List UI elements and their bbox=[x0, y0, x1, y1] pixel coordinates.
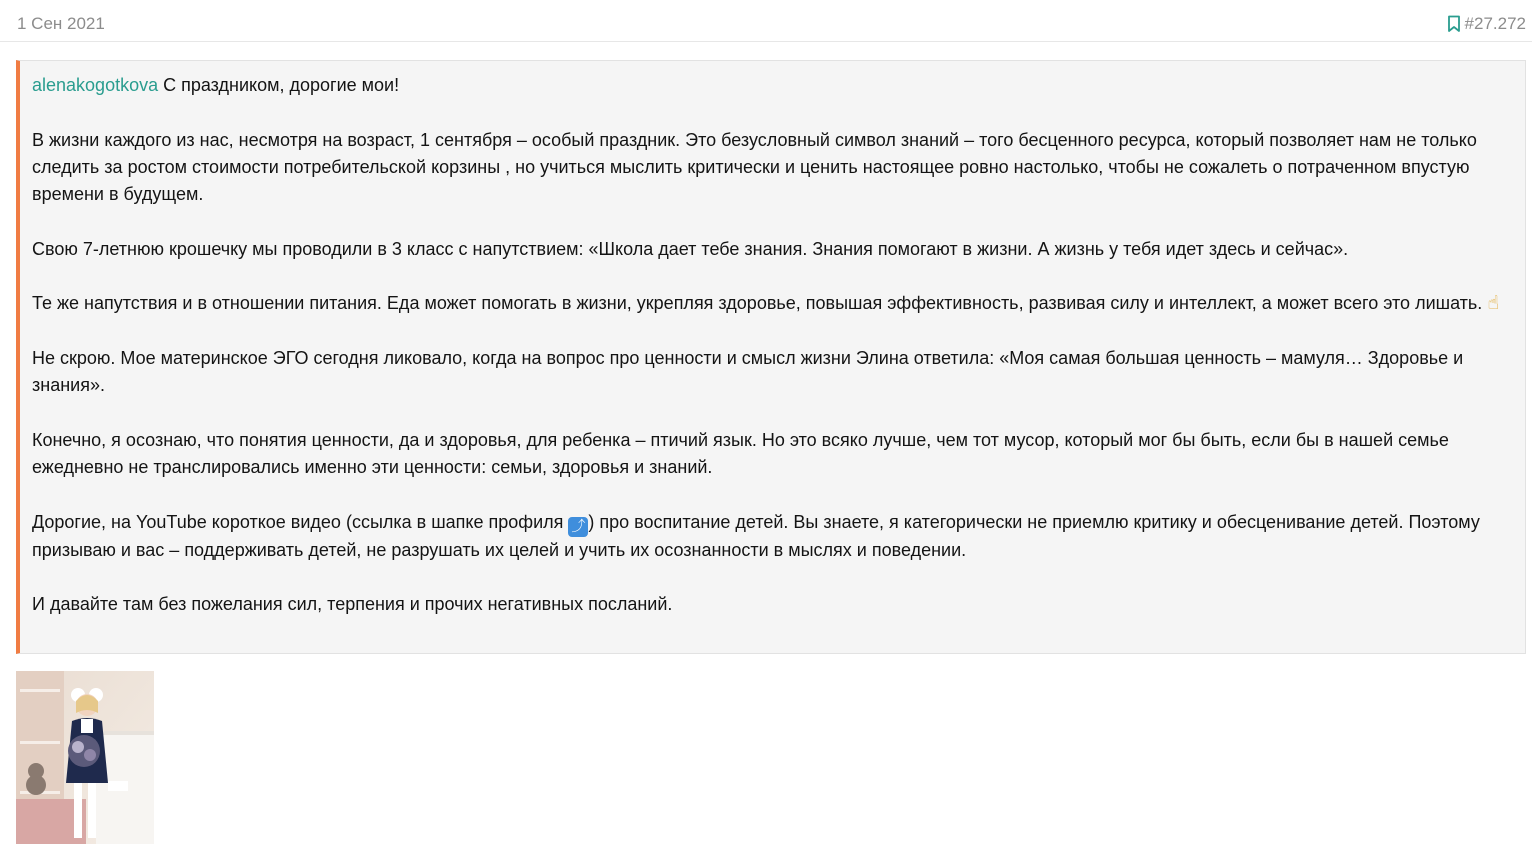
post-number-link[interactable]: #27.272 bbox=[1464, 14, 1526, 33]
quote-paragraph-3-text: Те же напутствия и в отношении питания. Еда может помогать в жизни, укрепляя здоровье, повышая эффективность, развивая силу и интеллект, а может всего это лишать. bbox=[32, 293, 1488, 314]
quote-paragraph-5: Конечно, я осознаю, что понятия ценности, да и здоровья, для ребенка – птичий язык. Но это всяко лучше, чем тот мусор, который мог бы быть, если бы в нашей семье ежедневно не транслировались именно эти ценности: семьи, здоровья и знаний. bbox=[32, 429, 1449, 478]
pointing-up-emoji-icon: ☝ bbox=[1487, 292, 1499, 315]
quote-paragraph-4: Не скрою. Мое материнское ЭГО сегодня ликовало, когда на вопрос про ценности и смысл жизни Элина ответила: «Моя самая большая ценность – мамуля… Здоровье и знания». bbox=[32, 347, 1464, 396]
post-meta bbox=[1447, 13, 1526, 35]
quote-paragraph-6 bbox=[32, 509, 1511, 564]
quote-paragraph-2: Свою 7-летнюю крошечку мы проводили в 3 класс с напутствием: «Школа дает тебе знания. Знания помогают в жизни. А жизнь у тебя идет здесь и сейчас». bbox=[32, 238, 1349, 259]
bookmark-icon[interactable] bbox=[1447, 15, 1461, 33]
quote-block bbox=[16, 60, 1526, 654]
quote-paragraph-7: И давайте там без пожелания сил, терпения и прочих негативных посланий. bbox=[32, 594, 673, 615]
quote-paragraph-6-before: Дорогие, на YouTube короткое видео (ссылка в шапке профиля bbox=[32, 511, 569, 532]
attached-photo-thumbnail[interactable] bbox=[16, 671, 154, 844]
quote-greeting-line bbox=[32, 72, 1511, 99]
post-header bbox=[0, 0, 1532, 42]
quote-paragraph-6-after: ) про воспитание детей. Вы знаете, я категорически не приемлю критику и обесценивание детей. Поэтому призываю и вас – поддерживать детей, не разрушать их целей и учить их осознанности в мыслях и поведении. bbox=[32, 511, 1480, 560]
arrow-up-emoji-icon: ⤴ bbox=[568, 517, 588, 537]
quote-paragraph-1: В жизни каждого из нас, несмотря на возраст, 1 сентября – особый праздник. Это безусловный символ знаний – того бесценного ресурса, который позволяет нам не только следить за ростом стоимости потребительской корзины , но учиться мыслить критически и ценить настоящее ровно настолько, чтобы не сожалеть о потраченном впустую времени в будущем. bbox=[32, 129, 1477, 205]
quote-greeting: С праздником, дорогие мои! bbox=[158, 75, 400, 95]
quote-paragraph-3 bbox=[32, 290, 1511, 317]
photo-image bbox=[16, 671, 154, 844]
post-date: 1 Сен 2021 bbox=[17, 14, 105, 33]
quote-author-link[interactable]: alenakogotkova bbox=[32, 75, 159, 95]
